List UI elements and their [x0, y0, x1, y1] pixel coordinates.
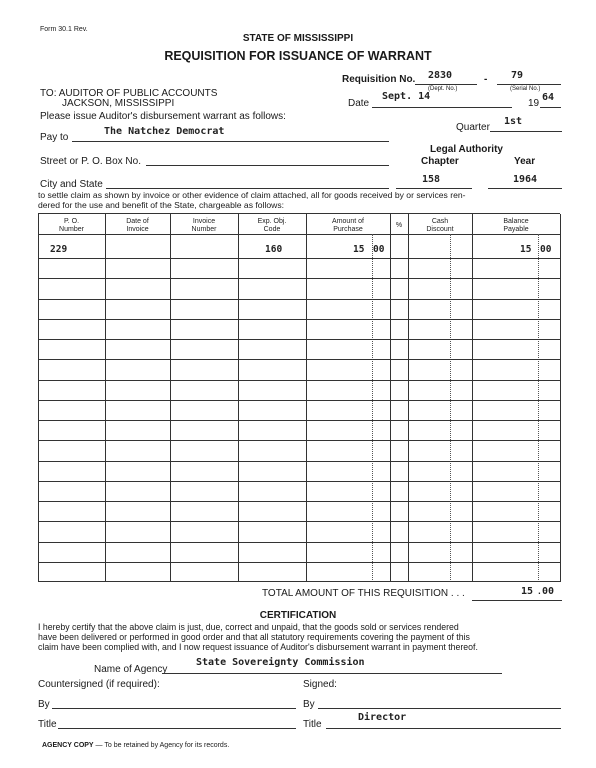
year-line — [488, 188, 562, 189]
header-po-number: P. O. Number — [59, 218, 84, 233]
serial-no-value[interactable]: 79 — [511, 70, 524, 81]
certification-line-1: I hereby certify that the above claim is just, due, correct and unpaid, that the goods sold or services rendered — [38, 622, 459, 632]
header-balance-payable: Balance Payable — [503, 218, 529, 233]
footer-note — [42, 742, 229, 749]
countersign-title-label: Title — [38, 719, 57, 730]
signed-label: Signed: — [303, 679, 337, 690]
date-year-value[interactable]: 64 — [542, 92, 555, 103]
countersigned-label: Countersigned (if required): — [38, 679, 160, 690]
table-row-rule — [38, 521, 560, 522]
city-label: City and State — [40, 179, 103, 190]
date-year-line — [540, 107, 561, 108]
table-row-rule — [38, 380, 560, 381]
table-top-rule — [38, 213, 560, 214]
signed-title-line — [326, 728, 561, 729]
quarter-line — [490, 131, 562, 132]
table-row-rule — [38, 258, 560, 259]
requisition-dash: - — [484, 74, 488, 85]
certification-heading: CERTIFICATION — [259, 610, 337, 621]
table-row-rule — [38, 542, 560, 543]
table-row-rule — [38, 299, 560, 300]
row-amount-dollars[interactable]: 15 — [353, 244, 365, 255]
form-title: REQUISITION FOR ISSUANCE OF WARRANT — [164, 49, 432, 63]
date-line — [372, 107, 512, 108]
date-year-prefix: 19 — [528, 98, 540, 109]
col-rule — [38, 214, 39, 582]
dept-no-line — [415, 84, 477, 85]
serial-no-caption: (Serial No.) — [510, 86, 541, 92]
table-row-rule — [38, 481, 560, 482]
total-line — [472, 600, 562, 601]
cents-divider — [372, 234, 373, 582]
footer-agency-copy: AGENCY COPY — [42, 742, 94, 749]
table-row-rule — [38, 420, 560, 421]
table-row-rule — [38, 400, 560, 401]
cents-divider — [450, 234, 451, 582]
total-cents[interactable]: 00 — [542, 586, 555, 597]
dept-no-value[interactable]: 2830 — [428, 70, 453, 81]
requisition-label: Requisition No. — [342, 74, 416, 85]
certification-line-2: have been delivered or performed in good order and that all statutory requirements covering the payment of this — [38, 632, 470, 642]
col-rule — [408, 214, 409, 582]
legal-authority-label: Legal Authority — [430, 144, 503, 155]
signed-title-value[interactable]: Director — [358, 712, 407, 723]
chapter-line — [396, 188, 472, 189]
header-invoice-number: Invoice Number — [191, 218, 217, 233]
countersign-title-line[interactable] — [58, 728, 296, 729]
header-date-of-invoice: Date of Invoice — [126, 218, 149, 233]
signed-by-label: By — [303, 699, 315, 710]
countersign-by-line[interactable] — [52, 708, 296, 709]
chapter-label: Chapter — [421, 156, 459, 167]
pay-to-value[interactable]: The Natchez Democrat — [104, 126, 225, 137]
settle-text-2: dered for the use and benefit of the State, chargeable as follows: — [38, 200, 285, 210]
agency-value[interactable]: State Sovereignty Commission — [196, 657, 365, 668]
quarter-value[interactable]: 1st — [504, 116, 523, 127]
row-exp-obj-code[interactable]: 160 — [265, 244, 283, 255]
date-value[interactable]: Sept. 14 — [382, 91, 431, 102]
header-exp-obj-code: Exp. Obj. Code — [257, 218, 287, 233]
table-row-rule — [38, 440, 560, 441]
col-rule — [238, 214, 239, 582]
agency-line — [162, 673, 502, 674]
row-balance-cents[interactable]: 00 — [540, 244, 552, 255]
instruction-text: Please issue Auditor's disbursement warrant as follows: — [40, 111, 286, 122]
year-label: Year — [514, 156, 536, 167]
form-number: Form 30.1 Rev. — [40, 26, 88, 33]
table-row-rule — [38, 319, 560, 320]
quarter-label: Quarter — [456, 122, 490, 133]
signed-title-label: Title — [303, 719, 322, 730]
state-heading: STATE OF MISSISSIPPI — [242, 33, 354, 44]
table-row-rule — [38, 501, 560, 502]
row-po-number[interactable]: 229 — [50, 244, 68, 255]
table-row-rule — [38, 562, 560, 563]
serial-no-line — [497, 84, 561, 85]
certification-line-3: claim have been complied with, and I now request issuance of Auditor's disbursement warrant in payment thereof. — [38, 642, 478, 652]
city-line — [106, 188, 389, 189]
row-balance-dollars[interactable]: 15 — [520, 244, 532, 255]
table-row-rule — [38, 359, 560, 360]
table-row-rule — [38, 339, 560, 340]
col-rule — [560, 214, 561, 582]
countersign-by-label: By — [38, 699, 50, 710]
col-rule — [390, 214, 391, 582]
settle-text-1: to settle claim as shown by invoice or other evidence of claim attached, all for goods received by or services ren- — [38, 190, 466, 200]
street-line — [146, 165, 389, 166]
street-label: Street or P. O. Box No. — [40, 156, 141, 167]
pay-to-line — [72, 141, 389, 142]
total-dollars[interactable]: 15 — [521, 586, 534, 597]
footer-retain-text: — To be retained by Agency for its records. — [93, 742, 230, 749]
row-amount-cents[interactable]: 00 — [373, 244, 385, 255]
header-cash-discount: Cash Discount — [426, 218, 454, 233]
signed-by-line[interactable] — [318, 708, 561, 709]
header-percent: % — [395, 222, 403, 229]
dept-no-caption: (Dept. No.) — [428, 86, 458, 92]
header-amount-of-purchase: Amount of Purchase — [332, 218, 364, 233]
chapter-value[interactable]: 158 — [422, 174, 441, 185]
total-cents-dot: . — [537, 587, 542, 596]
col-rule — [170, 214, 171, 582]
pay-to-label: Pay to — [40, 132, 69, 143]
cents-divider — [538, 234, 539, 582]
col-rule — [105, 214, 106, 582]
year-value[interactable]: 1964 — [513, 174, 538, 185]
table-row-rule — [38, 278, 560, 279]
agency-label: Name of Agency — [94, 664, 168, 675]
col-rule — [306, 214, 307, 582]
table-row-rule — [38, 461, 560, 462]
to-line-2: JACKSON, MISSISSIPPI — [62, 98, 175, 109]
total-label: TOTAL AMOUNT OF THIS REQUISITION . . . — [262, 588, 465, 599]
to-line-1: TO: AUDITOR OF PUBLIC ACCOUNTS — [40, 88, 218, 99]
date-label: Date — [348, 98, 370, 109]
table-header-rule — [38, 234, 560, 235]
table-bottom-rule — [38, 581, 560, 582]
col-rule — [472, 214, 473, 582]
